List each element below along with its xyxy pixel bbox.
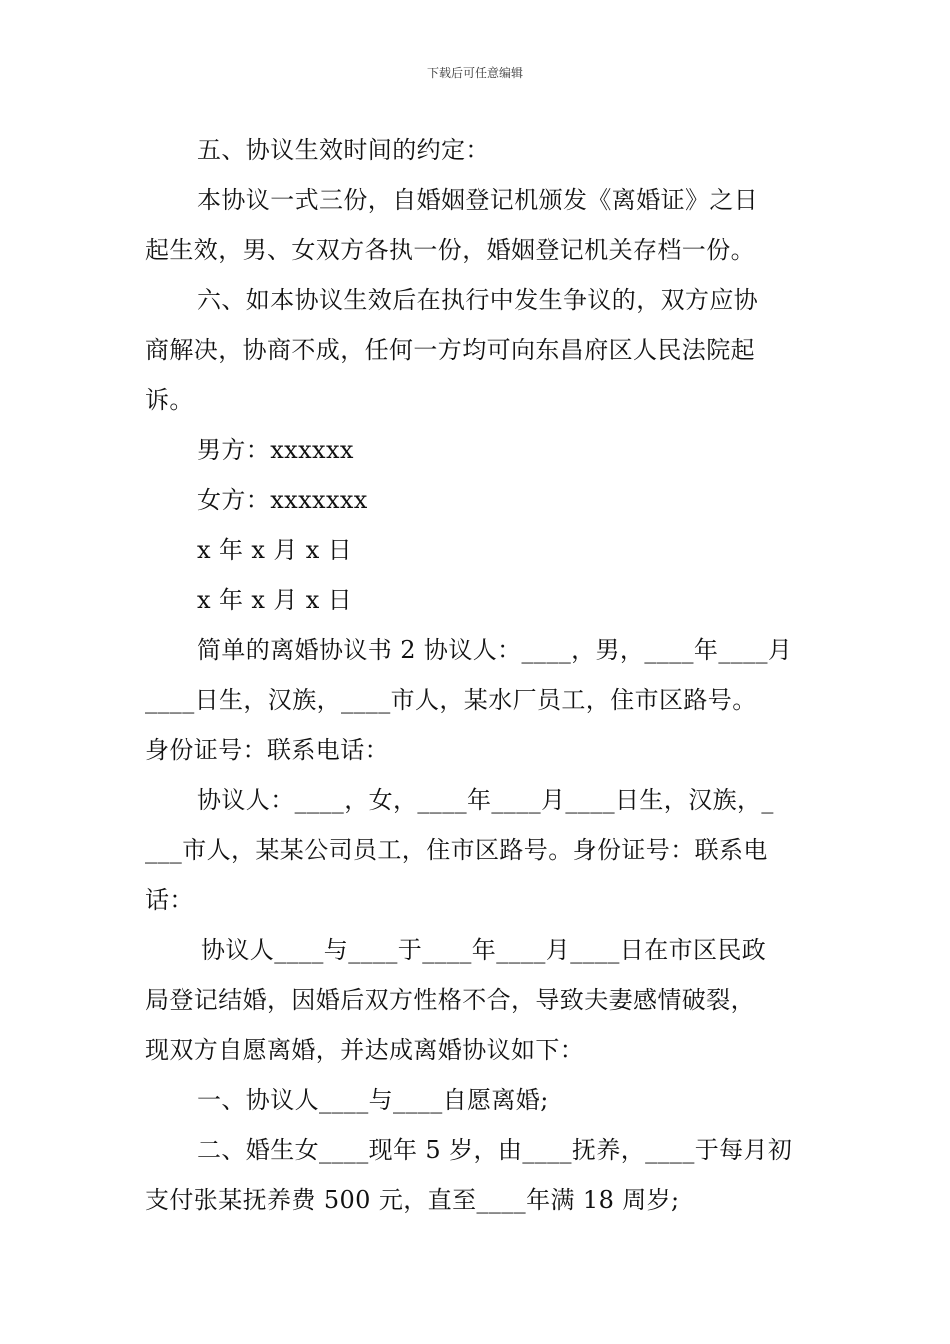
text-line: x 年 x 月 x 日 [197,536,353,564]
text-line: 本协议一式三份，自婚姻登记机颁发《离婚证》之日 [197,186,759,214]
text-line: 五、协议生效时间的约定： [197,136,490,164]
text-line: 局登记结婚，因婚后双方性格不合，导致夫妻感情破裂， [145,986,755,1014]
text-line: ____日生，汉族，____市人，某水厂员工，住市区路号。 [145,686,757,714]
document-body [145,125,815,1225]
text-line: 身份证号：联系电话： [145,736,389,764]
page-header-note: 下载后可任意编辑 [426,66,523,80]
text-line: 二、婚生女____现年 5 岁，由____抚养，____于每月初 [197,1136,793,1164]
text-line: ___市人，某某公司员工，住市区路号。身份证号：联系电 [145,836,768,864]
text-line: 六、如本协议生效后在执行中发生争议的，双方应协 [197,286,759,314]
text-line: x 年 x 月 x 日 [197,586,353,614]
text-line: 支付张某抚养费 500 元，直至____年满 18 周岁; [145,1186,680,1214]
text-line: 协议人：____，女，____年____月____日生，汉族，_ [197,786,774,814]
text-line: 诉。 [145,386,194,414]
text-line: 起生效，男、女双方各执一份，婚姻登记机关存档一份。 [145,236,755,264]
text-line: 商解决，协商不成，任何一方均可向东昌府区人民法院起 [145,336,755,364]
text-line: 协议人____与____于____年____月____日在市区民政 [201,936,767,964]
text-line: 话： [145,886,194,914]
text-line: 一、协议人____与____自愿离婚; [197,1086,549,1114]
text-line: 男方：xxxxxx [197,436,354,464]
text-line: 简单的离婚协议书 2 协议人：____，男，____年____月 [197,636,793,664]
text-line: 女方：xxxxxxx [197,486,368,514]
text-line: 现双方自愿离婚，并达成离婚协议如下： [145,1036,585,1064]
